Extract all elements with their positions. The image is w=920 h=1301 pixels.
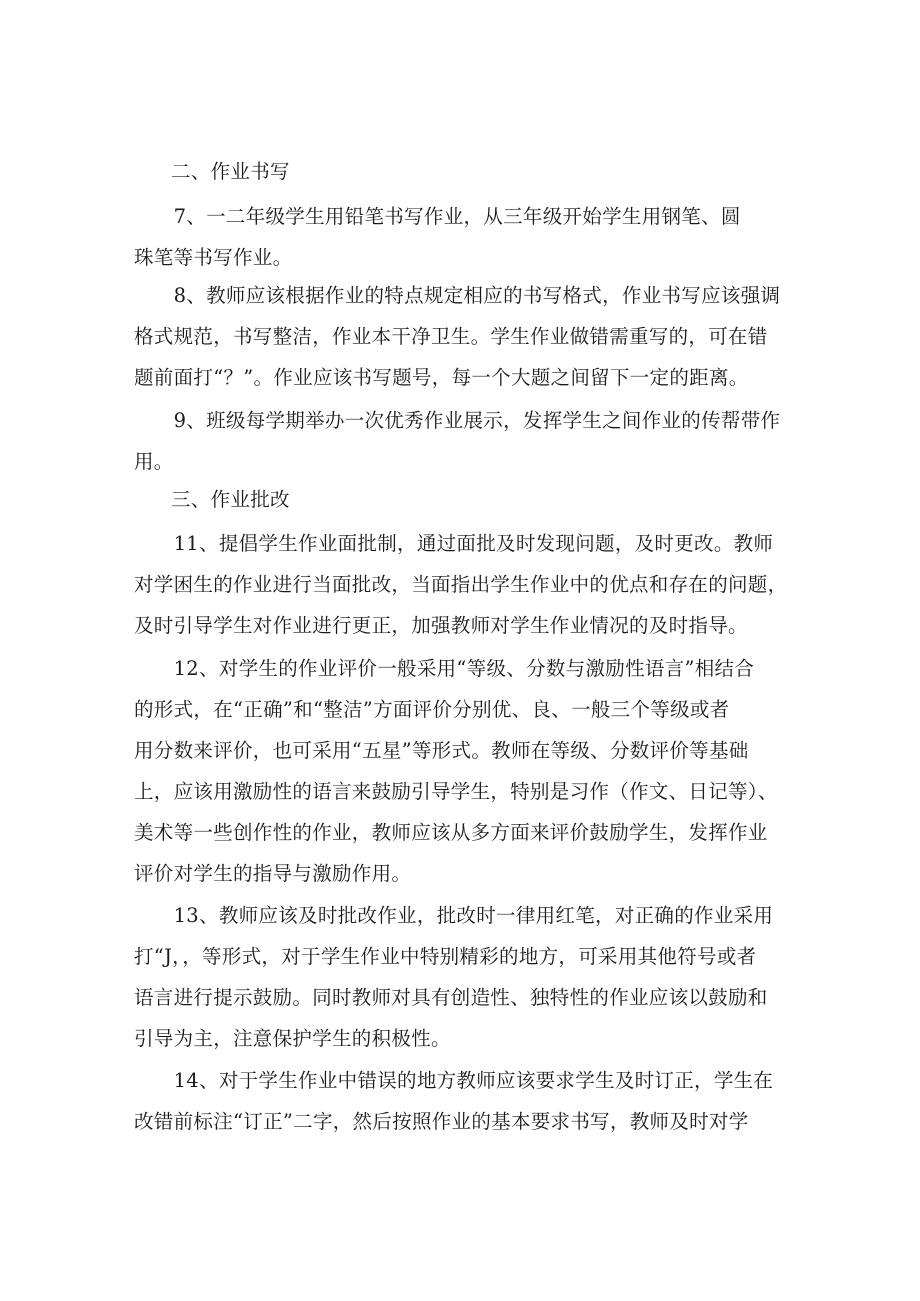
section-heading-writing: 二、作业书写 xyxy=(171,160,290,183)
section-heading-grading: 三、作业批改 xyxy=(171,488,290,511)
paragraph-14: 14、对于学生作业中错误的地方教师应该要求学生及时订正，学生在 改错前标注“订正”二字，然后按照作业的基本要求书写，教师及时对学 xyxy=(134,1069,774,1133)
paragraph-11: 11、提倡学生作业面批制，通过面批及时发现问题，及时更改。教师 对学困生的作业进行当面批改，当面指出学生作业中的优点和存在的问题， 及时引导学生对作业进行更正，加强教师对学生作业情况的及时指导。 xyxy=(134,532,788,637)
paragraph-13: 13、教师应该及时批改作业，批改时一律用红笔，对正确的作业采用 打“J，，等形式，对于学生作业中特别精彩的地方，可采用其他符号或者 语言进行提示鼓励。同时教师对具有创造性、独特性的作业应该以鼓励和 引导为主，注意保护学生的积极性。 xyxy=(134,904,774,1050)
paragraph-12: 12、对学生的作业评价一般采用“等级、分数与激励性语言”相结合 的形式，在“正确”和“整洁”方面评价分别优、良、一般三个等级或者 用分数来评价，也可采用“五星”等形式。教师在等级、分数评价等基础 上，应该用激励性的语言来鼓励引导学生，特别是习作（作文、日记等）、 美术等一些创作性的作业，教师应该从多方面来评价鼓励学生，发挥作业 评价对学生的指导与激励作用。 xyxy=(134,657,778,885)
paragraph-9: 9、班级每学期举办一次优秀作业展示，发挥学生之间作业的传帮带作 用。 xyxy=(134,409,781,473)
paragraph-7: 7、一二年级学生用铅笔书写作业，从三年级开始学生用钢笔、圆 珠笔等书写作业。 xyxy=(134,205,741,269)
paragraph-8: 8、教师应该根据作业的特点规定相应的书写格式，作业书写应该强调 格式规范，书写整洁，作业本干净卫生。学生作业做错需重写的，可在错 题前面打“？”。作业应该书写题号，每一个大题之间留下一定的距离。 xyxy=(134,284,781,389)
